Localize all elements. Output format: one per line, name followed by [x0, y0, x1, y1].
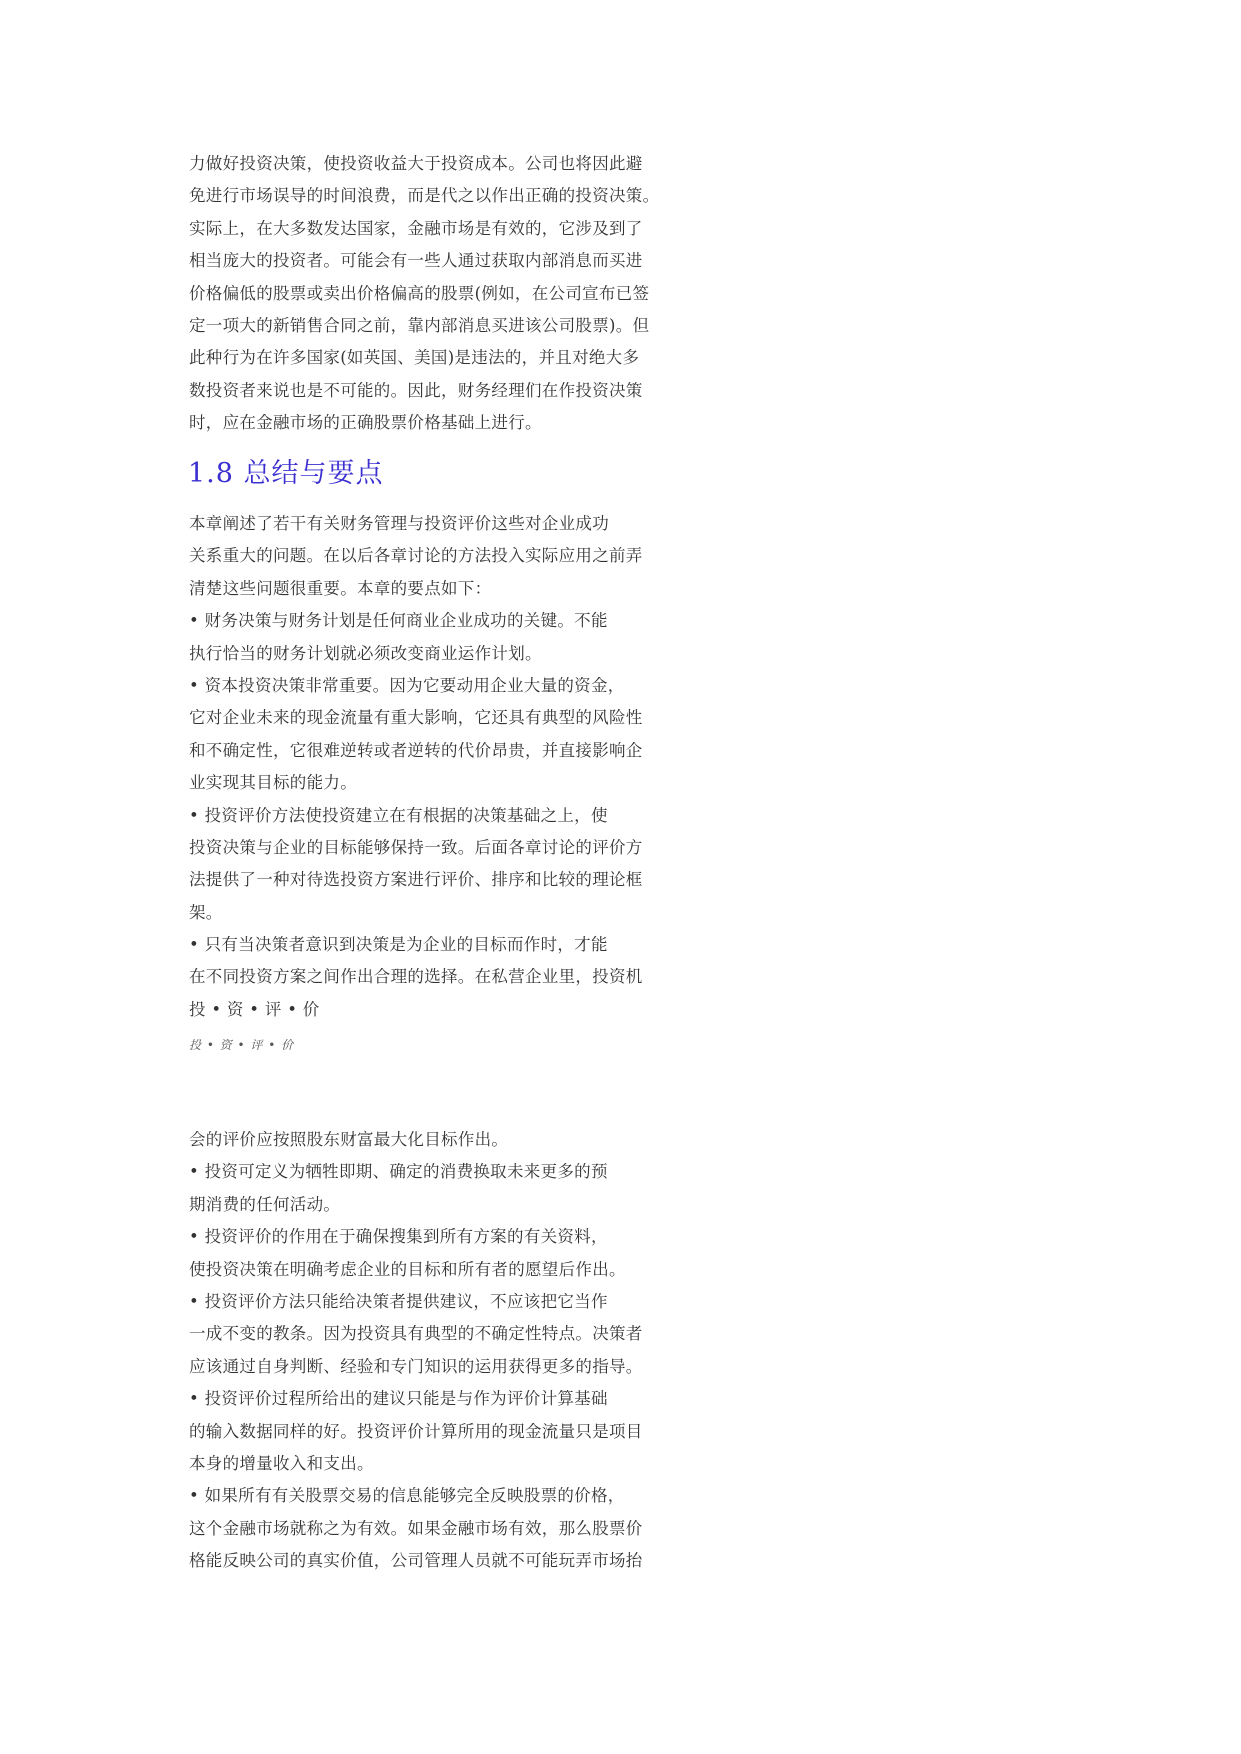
text-line: 投资决策与企业的目标能够保持一致。后面各章讨论的评价方 [189, 837, 643, 857]
text-line: 一成不变的教条。因为投资具有典型的不确定性特点。决策者 [189, 1324, 643, 1344]
section-heading: 1.8 总结与要点 [188, 458, 384, 489]
bullet-line: • 投资评价方法使投资建立在有根据的决策基础之上，使 [189, 805, 608, 825]
bullet-line: • 只有当决策者意识到决策是为企业的目标而作时，才能 [189, 935, 608, 955]
bullet-line: • 投资评价过程所给出的建议只能是与作为评价计算基础 [189, 1389, 608, 1409]
text-line: 在不同投资方案之间作出合理的选择。在私营企业里，投资机 [189, 967, 643, 987]
text-line: 时，应在金融市场的正确股票价格基础上进行。 [189, 413, 542, 433]
text-line: 投 • 资 • 评 • 价 [189, 999, 320, 1019]
text-line: 此种行为在许多国家(如英国、美国)是违法的，并且对绝大多 [189, 348, 640, 368]
text-line: 价格偏低的股票或卖出价格偏高的股票(例如，在公司宣布已签 [189, 283, 650, 303]
text-line: 格能反映公司的真实价值，公司管理人员就不可能玩弄市场抬 [189, 1551, 643, 1571]
text-line: 业实现其目标的能力。 [189, 773, 357, 793]
summary-continued [189, 1124, 669, 1577]
text-line: 法提供了一种对待选投资方案进行评价、排序和比较的理论框 [189, 870, 643, 890]
bullet-line: • 财务决策与财务计划是任何商业企业成功的关键。不能 [189, 611, 608, 631]
text-line: 架。 [189, 902, 223, 922]
text-line: 和不确定性，它很难逆转或者逆转的代价昂贵，并直接影响企 [189, 740, 643, 760]
paragraph-financial-market [189, 148, 669, 440]
text-line: 力做好投资决策，使投资收益大于投资成本。公司也将因此避 [189, 154, 643, 173]
text-line: 关系重大的问题。在以后各章讨论的方法投入实际应用之前弄 [189, 546, 643, 566]
text-line: 清楚这些问题很重要。本章的要点如下： [189, 578, 492, 598]
text-line: 应该通过自身判断、经验和专门知识的运用获得更多的指导。 [189, 1356, 643, 1376]
text-line: 会的评价应按照股东财富最大化目标作出。 [189, 1130, 509, 1149]
running-footer: 投 • 资 • 评 • 价 [189, 1038, 295, 1052]
bullet-line: • 投资可定义为牺牲即期、确定的消费换取未来更多的预 [189, 1162, 608, 1182]
summary-section [189, 508, 669, 1026]
bullet-line: • 投资评价方法只能给决策者提供建议，不应该把它当作 [189, 1291, 608, 1311]
bullet-line: • 如果所有有关股票交易的信息能够完全反映股票的价格， [189, 1486, 625, 1506]
text-line: 期消费的任何活动。 [189, 1194, 341, 1214]
text-line: 它对企业未来的现金流量有重大影响，它还具有典型的风险性 [189, 708, 643, 728]
text-line: 这个金融市场就称之为有效。如果金融市场有效，那么股票价 [189, 1518, 643, 1538]
bullet-line: • 资本投资决策非常重要。因为它要动用企业大量的资金， [189, 675, 625, 695]
text-line: 使投资决策在明确考虑企业的目标和所有者的愿望后作出。 [189, 1259, 626, 1279]
text-line: 相当庞大的投资者。可能会有一些人通过获取内部消息而买进 [189, 251, 643, 271]
text-line: 本身的增量收入和支出。 [189, 1453, 374, 1473]
text-line: 实际上，在大多数发达国家，金融市场是有效的，它涉及到了 [189, 218, 643, 238]
text-line: 的输入数据同样的好。投资评价计算所用的现金流量只是项目 [189, 1421, 643, 1441]
text-line: 免进行市场误导的时间浪费，而是代之以作出正确的投资决策。 [189, 186, 660, 206]
bullet-line: • 投资评价的作用在于确保搜集到所有方案的有关资料， [189, 1227, 608, 1247]
text-line: 本章阐述了若干有关财务管理与投资评价这些对企业成功 [189, 514, 609, 533]
text-line: 执行恰当的财务计划就必须改变商业运作计划。 [189, 643, 542, 663]
text-line: 数投资者来说也是不可能的。因此，财务经理们在作投资决策 [189, 380, 643, 400]
text-line: 定一项大的新销售合同之前，靠内部消息买进该公司股票)。但 [189, 315, 650, 335]
